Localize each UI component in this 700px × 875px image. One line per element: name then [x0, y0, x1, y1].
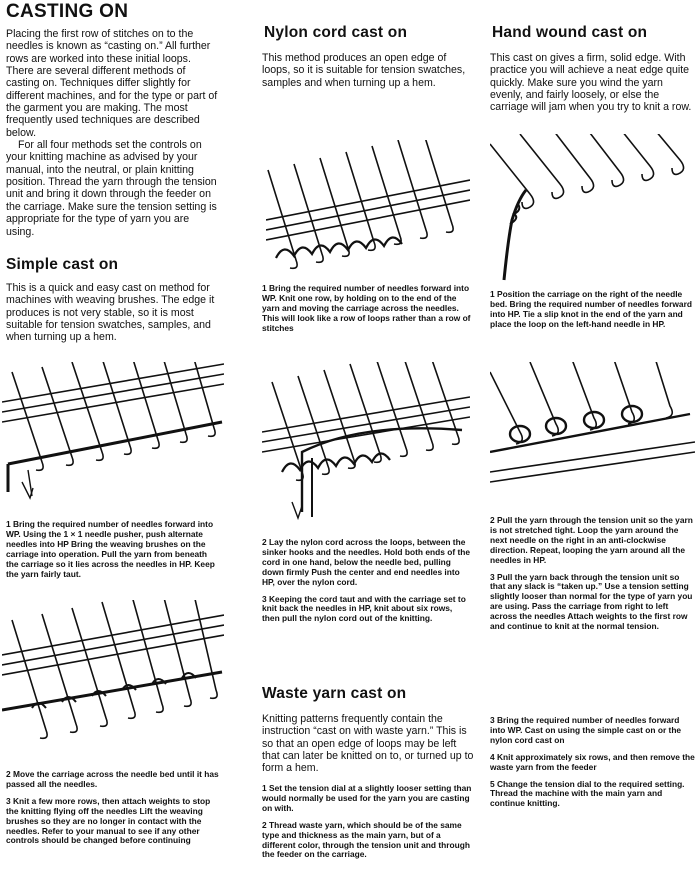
- waste-yarn-title: Waste yarn cast on: [262, 685, 407, 702]
- simple-step1-illustration: [2, 362, 224, 510]
- simple-step-3: 3 Knit a few more rows, then attach weights to stop the knitting flying off the needles Lift the weaving brushes so they are no longer in contact with the needles. Refer to your manual to see if any other controls should be changed before continuing: [6, 795, 211, 846]
- waste-steps-1-2: [262, 784, 474, 867]
- nylon-step2-illustration: [262, 362, 470, 522]
- simple-intro: This is a quick and easy cast on method for machines with weaving brushes. The edge it produces is not very stable, so it is most suitable for tension swatches, samples, and when turning up a hem.: [6, 282, 215, 344]
- waste-step-5: 5 Change the tension dial to the required setting. Thread the machine with the main yarn and continue knitting.: [490, 778, 685, 809]
- hand-wound-title: Hand wound cast on: [492, 24, 648, 41]
- simple-step-2: 2 Move the carriage across the needle bed until it has passed all the needles.: [6, 769, 219, 789]
- waste-step-2: 2 Thread waste yarn, which should be of the same type and thickness as the main yarn, but of a different color, through the tension unit and through the feeder on the carriage.: [262, 819, 470, 860]
- waste-step-4: 4 Knit approximately six rows, and then remove the waste yarn from the feeder: [490, 751, 695, 772]
- intro-paragraph-2: For all four methods set the controls on your knitting machine as advised by your manual, into the neutral, or plain knitting position. Thread the yarn through the tension unit and bring it down through the feeder on the carriage. Make sure the tension setting is appropriate for the type of yarn you are using.: [6, 139, 217, 238]
- hand-steps-2-3: [490, 516, 695, 639]
- hand-intro: This cast on gives a firm, solid edge. With practice you will achieve a neat edge quite quickly. Make sure you wind the yarn evenly, and fairly loosely, or else the carriage will jam when you try to knit a row.: [490, 52, 692, 114]
- simple-step-1: 1 Bring the required number of needles forward into WP. Using the 1 × 1 needle pusher, push alternate needles into HP Bring the weaving brushes on the carriage into operation. Pull the yarn from beneath the carriage so it lies across the needles in HP. Keep the yarn fairly taut.: [6, 519, 215, 579]
- intro-paragraph-1: Placing the first row of stitches on to the needles is known as “casting on.” All further rows are worked into these initial loops. There are several different methods of casting on. Techniques differ slightly for different machines, and for the type or part of the garment you are making. The most frequently used techniques are described below.: [6, 28, 218, 139]
- nylon-cord-title: Nylon cord cast on: [264, 24, 408, 41]
- simple-step2-illustration: [2, 600, 224, 760]
- needles: [12, 362, 215, 470]
- waste-steps-3-5: [490, 716, 695, 816]
- nylon-steps-2-3: [262, 538, 472, 631]
- nylon-intro: This method produces an open edge of loops, so it is suitable for tension swatches, samples and when turning up a hem.: [262, 52, 466, 89]
- waste-intro: Knitting patterns frequently contain the instruction “cast on with waste yarn.” This is so that an open edge of loops may be left that can later be knitted on to, or turned up to form a hem.: [262, 713, 474, 775]
- nylon-step1-illustration: [266, 140, 470, 280]
- hand-step-3: 3 Pull the yarn back through the tension unit so that any slack is “taken up.” Use a tension setting slightly looser than normal for the type of yarn you are using. Pass the carriage from right to left across the needles Attach weights to the first row and continue to knit at the normal tension.: [490, 571, 693, 632]
- nylon-step-1: 1 Bring the required number of needles forward into WP. Knit one row, by holding on to the end of the yarn and moving the carriage across the needles. This will look like a row of loops rather than a row of stitches: [262, 283, 471, 333]
- simple-cast-on-title: Simple cast on: [6, 256, 119, 273]
- hand-step-1: 1 Position the carriage on the right of the needle bed. Bring the required number of needles forward into HP. Tie a slip knot in the end of the yarn and place the loop on the left-hand needle in HP.: [490, 289, 692, 329]
- page-title: CASTING ON: [6, 1, 129, 22]
- hand-step2-illustration: [490, 362, 695, 512]
- nylon-step-2: 2 Lay the nylon cord across the loops, between the sinker hooks and the needles. Hold both ends of the cord in one hand, below the needle bed, pulling down firmly Push the center and end needles into HP, over the nylon cord.: [262, 537, 471, 587]
- hand-step-2: 2 Pull the yarn through the tension unit so the yarn is not stretched tight. Loop the yarn around the next needle on the right in an anti-clockwise direction. Repeat, looping the yarn around all the needles in HP.: [490, 515, 693, 565]
- yarn: [8, 422, 222, 464]
- hand-step1-illustration: [490, 134, 695, 284]
- waste-step-3: 3 Bring the required number of needles forward into WP. Cast on using the simple cast on or the nylon cord cast on: [490, 715, 682, 745]
- nylon-cord: [302, 428, 462, 512]
- waste-step-1: 1 Set the tension dial at a slightly looser setting than would normally be used for the yarn you are casting on with.: [262, 783, 472, 813]
- simple-step-2-3: [6, 770, 220, 853]
- intro-text: [6, 28, 218, 238]
- nylon-step-3: 3 Keeping the cord taut and with the carriage set to knit back the needles in HP, knit about six rows, then pull the nylon cord out of the knitting.: [262, 593, 466, 624]
